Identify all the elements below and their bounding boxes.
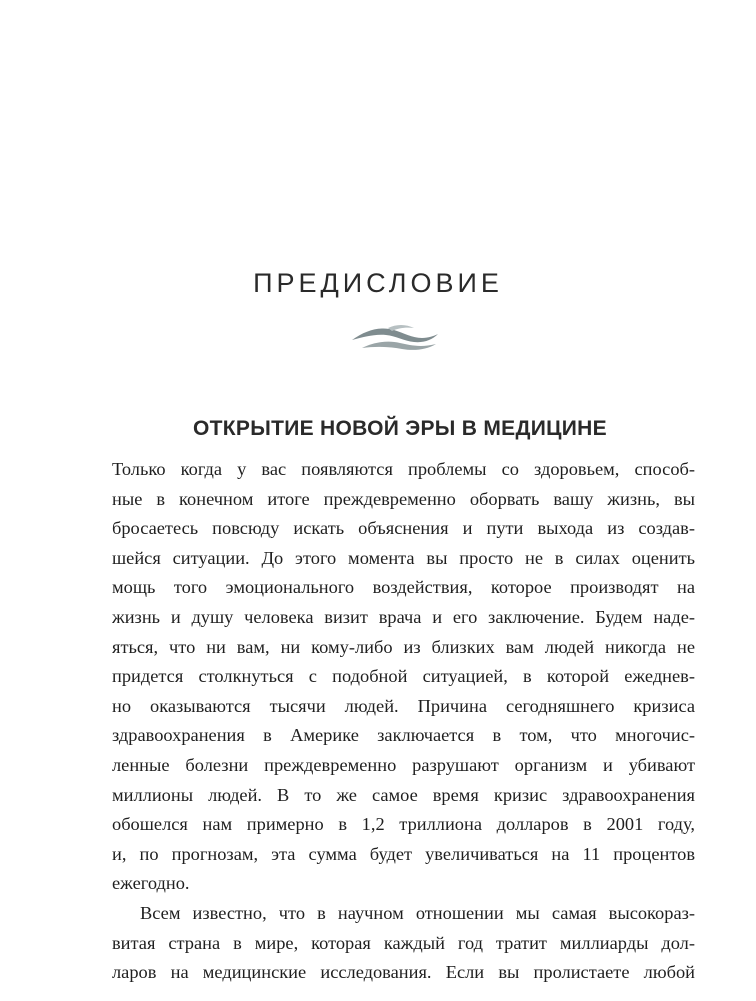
section-title: ОТКРЫТИЕ НОВОЙ ЭРЫ В МЕДИЦИНЕ	[193, 417, 607, 440]
text-line: яться, что ни вам, ни кому-либо из близких вам людей никогда не	[112, 636, 695, 657]
text-line: придется столкнуться с подобной ситуацией, в которой ежеднев-	[112, 666, 695, 687]
text-line: витая страна в мире, которая каждый год тратит миллиарды дол-	[112, 932, 695, 953]
text-line: миллионы людей. В то же самое время кризис здравоохранения	[112, 784, 695, 805]
text-line: Всем известно, что в научном отношении мы самая высокораз-	[140, 902, 695, 923]
body-text	[112, 455, 695, 988]
paragraph	[112, 455, 695, 899]
text-line: ные в конечном итоге преждевременно оборвать вашу жизнь, вы	[112, 488, 695, 509]
text-line: здравоохранения в Америке заключается в том, что многочис-	[112, 725, 695, 746]
wave-ornament-icon	[348, 318, 440, 352]
text-line: шейся ситуации. До этого момента вы просто не в силах оценить	[112, 547, 695, 568]
text-line: ленные болезни преждевременно разрушают организм и убивают	[112, 754, 695, 775]
text-line: Только когда у вас появляются проблемы со здоровьем, способ-	[112, 459, 695, 479]
paragraph	[112, 899, 695, 988]
text-line: ларов на медицинские исследования. Если вы пролистаете любой	[112, 962, 695, 983]
text-line: но оказываются тысячи людей. Причина сегодняшнего кризиса	[112, 695, 695, 716]
text-line: жизнь и душу человека визит врача и его заключение. Будем наде-	[112, 606, 695, 627]
text-line: мощь того эмоционального воздействия, которое производят на	[112, 577, 695, 598]
text-line: обошелся нам примерно в 1,2 триллиона долларов в 2001 году,	[112, 814, 695, 835]
text-line: ежегодно.	[112, 873, 190, 894]
text-line: бросаетесь повсюду искать объяснения и пути выхода из создав-	[112, 518, 695, 539]
text-line: и, по прогнозам, эта сумма будет увеличиваться на 11 процентов	[112, 843, 695, 864]
chapter-title: ПРЕДИСЛОВИЕ	[253, 268, 503, 298]
